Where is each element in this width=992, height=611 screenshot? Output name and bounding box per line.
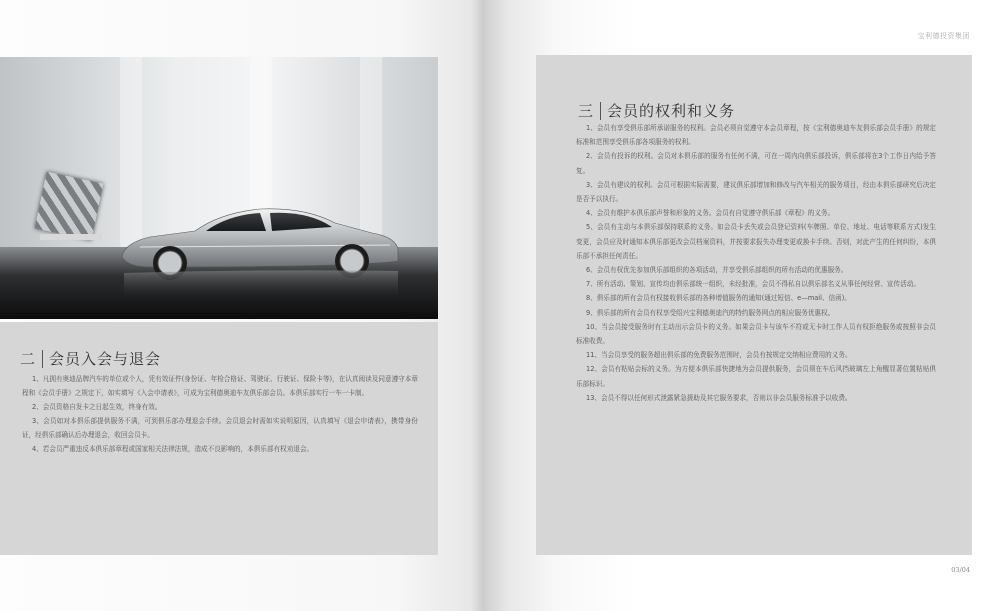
paragraph: 5、会员有主动与本俱乐部保持联系的义务。如会员卡丢失或会员登记资料(车牌照、单位、地址、电话等联系方式)发生变更，会员应及时通知本俱乐部更改会员档案资料，并按要求报失办理变更或换卡手续。否则，对此产生的任何纠纷，本俱乐部不承担任何责任。 xyxy=(576,223,936,260)
paragraph: 13、会员不得以任何形式泄露紧急援助及其它服务要求，否则以非会员服务标准予以收费。 xyxy=(586,393,852,402)
paragraph: 7、所有活动、策划、宣传均由俱乐部统一组织，未经批准，会员不得私自以俱乐部名义从事任何经营、宣传活动。 xyxy=(586,280,920,289)
section-title xyxy=(578,100,735,121)
paragraph: 2、会员有投诉的权利。会员对本俱乐部的服务有任何不满，可在一周内向俱乐部投诉，俱乐部将在3个工作日内给予答复。 xyxy=(576,152,936,175)
paragraph: 3、会员有建议的权利。会员可根据实际需要，建议俱乐部增加和修改与汽车相关的服务项目，经由本俱乐部研究后决定是否予以执行。 xyxy=(576,180,936,204)
paragraph: 6、会员有权优先参加俱乐部组织的各项活动，并享受俱乐部组织的所有活动的优惠服务。 xyxy=(586,266,848,275)
paragraph: 8、俱乐部的所有会员有权接收俱乐部的各种增值服务的通知(通过短信、e—mail、信函)。 xyxy=(586,294,851,303)
page-number: 03/04 xyxy=(951,566,970,574)
paragraph: 9、俱乐部的所有会员有权享受绍兴宝利德奥迪汽的特约服务网点的相应服务优惠权。 xyxy=(586,308,835,317)
header-company-name: 宝利德投资集团 xyxy=(917,32,970,40)
section-body xyxy=(22,372,418,456)
paragraph: 1、凡拥有奥迪品牌汽车的单位或个人，凭有效证件(身份证、年检合格证、驾驶证、行驶证、保险卡等)，在认真阅读及同意遵守本章程和《会员手册》之规定下，如实填写《入会申请表》，可成为宝利德奥迪车友俱乐部会员。本俱乐部实行一车一卡制。 xyxy=(22,375,418,397)
section-title-text: 会员入会与退会 xyxy=(49,350,162,368)
section-rights-box xyxy=(536,55,972,555)
paragraph: 1、会员有享受俱乐部所承诺服务的权利。会员必须自觉遵守本会员章程，按《宝利德奥迪车友俱乐部会员手册》的规定标准和范围享受俱乐部各项服务的权利。 xyxy=(576,124,936,147)
paragraph: 3、会员如对本俱乐部提供服务不满，可到俱乐部办理退会手续。会员退会时需如实说明原因，认真填写《退会申请表》，携带身份证，经俱乐部确认后办理退会，收回会员卡。 xyxy=(22,417,418,439)
section-title-text: 会员的权利和义务 xyxy=(607,102,736,120)
cube-sculpture xyxy=(35,172,104,241)
car-photo xyxy=(0,57,438,319)
paragraph: 10、当会员接受服务时有主动出示会员卡的义务。如果会员卡与该车不符或无卡时工作人员有权拒绝服务或按照非会员标准收费。 xyxy=(576,322,936,346)
car-illustration xyxy=(110,187,410,307)
title-divider xyxy=(42,350,43,368)
section-title xyxy=(20,348,161,369)
paragraph: 4、会员有维护本俱乐部声誉和形象的义务。会员有自觉遵守俱乐部《章程》的义务。 xyxy=(586,209,835,218)
cube-pedestal xyxy=(40,234,102,240)
paragraph: 2、会员资格自发卡之日起生效，终身有效。 xyxy=(32,403,162,411)
section-number: 二 xyxy=(20,350,37,368)
section-body xyxy=(576,121,936,405)
paragraph: 11、当会员享受的服务超出俱乐部的免费服务范围时，会员有按规定交纳相应费用的义务。 xyxy=(586,351,852,360)
paragraph: 12、会员有粘贴会标的义务。为方便本俱乐部快捷地为会员提供服务，会员须在车后风挡玻璃左上角醒显著位置粘贴俱乐部标识。 xyxy=(576,365,936,388)
title-divider xyxy=(600,102,601,120)
section-number: 三 xyxy=(578,102,595,120)
paragraph: 4、若会员严重违反本俱乐部章程或国家相关法律法规，造成不良影响的，本俱乐部有权劝退会。 xyxy=(32,445,314,453)
section-membership-box xyxy=(0,322,438,555)
